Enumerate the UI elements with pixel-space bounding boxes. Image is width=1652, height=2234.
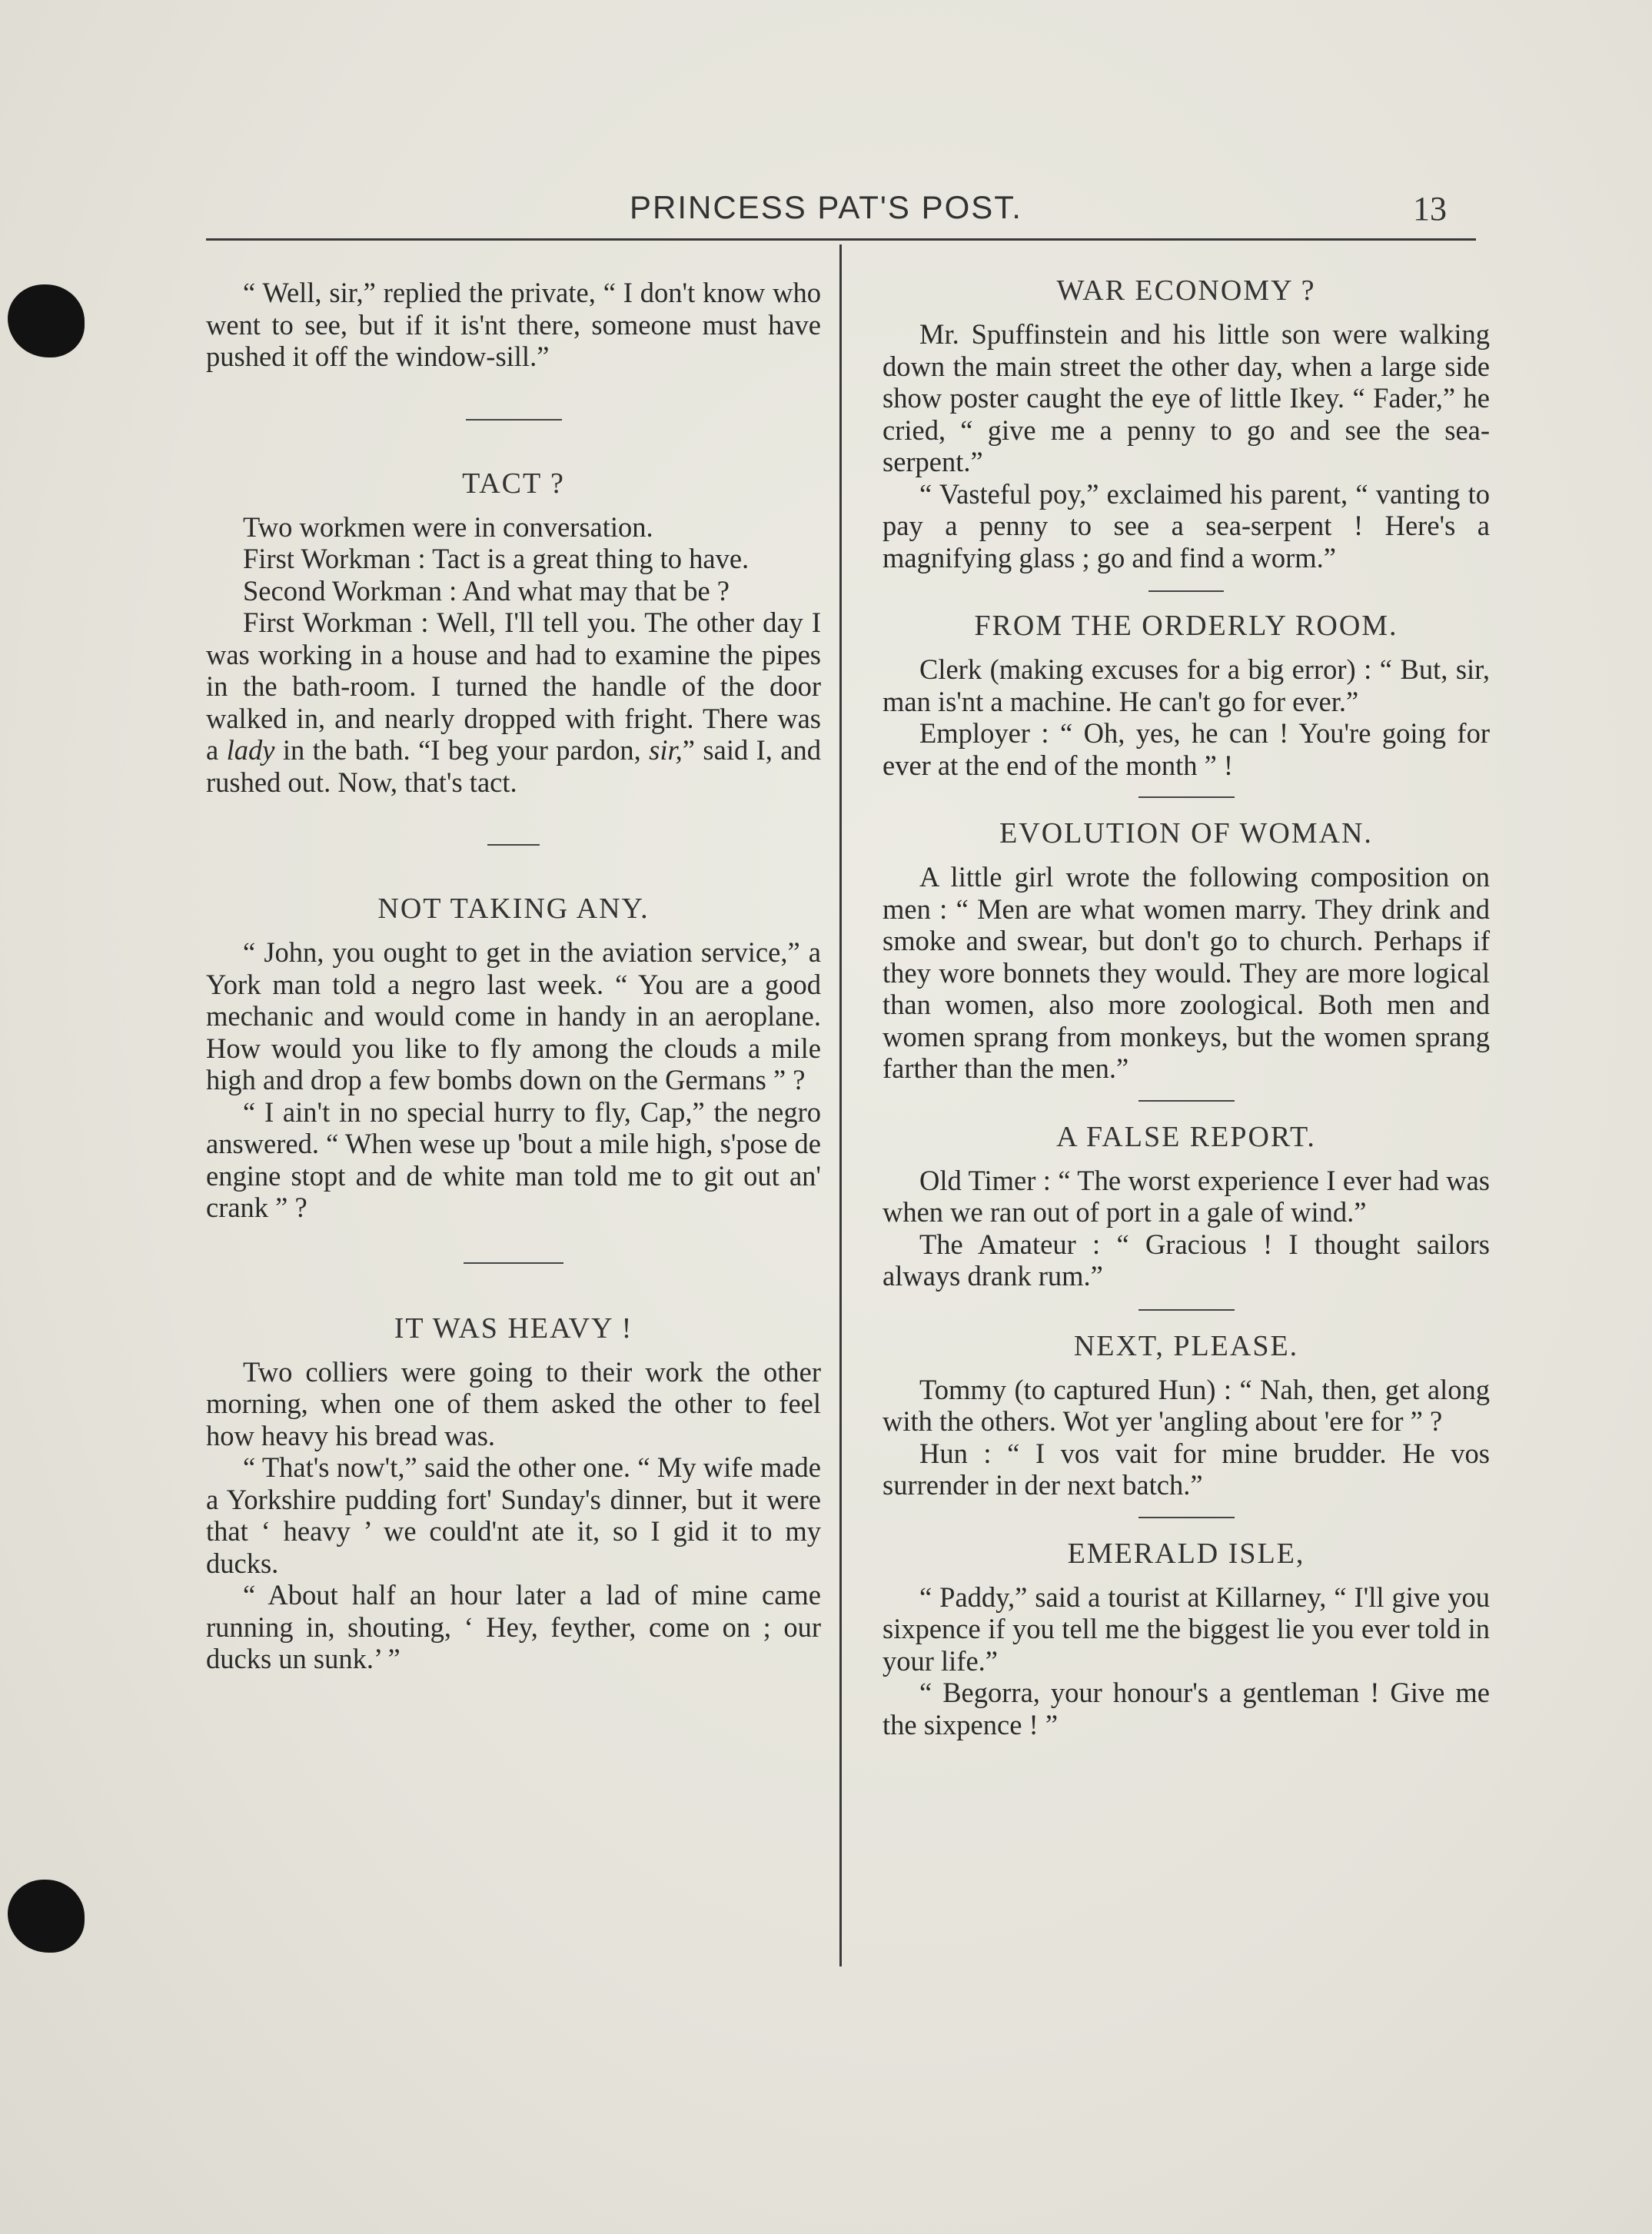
paragraph: “ About half an hour later a lad of mine came running in, shouting, ‘ Hey, feyther, come on ; our ducks un sunk.’ ”	[206, 1579, 821, 1674]
paragraph: “ John, you ought to get in the aviation service,” a York man told a negro last week. “ You are a good mechanic and would come in handy in an aeroplane. How would you like to fly among the clouds a mile high and drop a few bombs down on the Germans ” ?	[206, 936, 821, 1095]
text-run: ” said I, and rushed out. Now, that's tact.	[206, 734, 822, 798]
paragraph: “ Vasteful poy,” exclaimed his parent, “ vanting to pay a penny to see a sea-serpent ! Here's a magnifying glass ; go and find a worm.”	[883, 477, 1490, 573]
paragraph: Old Timer : “ The worst experience I ever had was when we ran out of port in a gale of wind.”	[883, 1164, 1490, 1228]
paragraph: “ Paddy,” said a tourist at Killarney, “ I'll give you sixpence if you tell me the biggest lie you ever told in your life.”	[883, 1581, 1490, 1677]
text-run: in the bath. “I beg your pardon,	[274, 734, 650, 766]
section-divider	[464, 1262, 563, 1264]
paragraph: Two colliers were going to their work the other morning, when one of them asked the other to feel how heavy his bread was.	[206, 1355, 821, 1451]
page-number: 13	[1413, 190, 1447, 228]
text-run: First Workman : Well, I'll tell you. The other day I was working in a house and had to examine the pipes in the bath-room. I turned the handle of the door walked in, and nearly dropped with fright. There was a	[206, 607, 821, 766]
section-divider	[1138, 1100, 1235, 1102]
paragraph: Two workmen were in conversation.	[243, 510, 653, 543]
story-tact	[206, 467, 821, 799]
story-it-was-heavy	[206, 1311, 821, 1675]
story-false-report	[883, 1120, 1490, 1292]
section-divider	[1138, 1309, 1235, 1311]
paragraph: Clerk (making excuses for a big error) : “ But, sir, man is'nt a machine. He can't go for ever.”	[883, 653, 1490, 717]
story-title: IT WAS HEAVY !	[394, 1311, 633, 1345]
story-not-taking-any	[206, 892, 821, 1224]
section-divider	[487, 844, 540, 846]
story-title: NOT TAKING ANY.	[377, 893, 650, 925]
story-orderly-room	[883, 609, 1490, 781]
story-next-please	[883, 1329, 1490, 1501]
section-divider	[1138, 796, 1235, 798]
story-title: EVOLUTION OF WOMAN.	[999, 817, 1373, 849]
paragraph: A little girl wrote the following composition on men : “ Men are what women marry. They drink and smoke and swear, but don't go to church. Perhaps if they wore bonnets they would. They are more logical than women, also more zoological. Both men and women sprang from monkeys, but the women sprang farther than the men.”	[883, 861, 1490, 1084]
paragraph: Tommy (to captured Hun) : “ Nah, then, get along with the others. Wot yer 'angling about 'ere for ” ?	[883, 1373, 1490, 1437]
paragraph: Hun : “ I vos vait for mine brudder. He vos surrender in der next batch.”	[883, 1437, 1490, 1501]
paragraph: Employer : “ Oh, yes, he can ! You're going for ever at the end of the month ” !	[883, 717, 1490, 781]
story-title: WAR ECONOMY ?	[1056, 274, 1316, 307]
header-rule	[206, 238, 1476, 241]
story-emerald-isle	[883, 1537, 1490, 1741]
paragraph	[206, 607, 821, 798]
story-title: A FALSE REPORT.	[1056, 1120, 1316, 1153]
page-header-title: PRINCESS PAT'S POST.	[630, 189, 1022, 225]
story-title: TACT ?	[462, 467, 565, 500]
right-column	[883, 274, 1490, 1740]
italic-text: lady	[226, 734, 275, 766]
paragraph: “ I ain't in no special hurry to fly, Cap,” the negro answered. “ When wese up 'bout a mile high, s'pose de engine stopt and de white man told me to git out an' crank ” ?	[206, 1095, 821, 1223]
italic-text: sir,	[649, 734, 683, 766]
story-title: FROM THE ORDERLY ROOM.	[974, 610, 1398, 642]
paragraph: “ Well, sir,” replied the private, “ I don't know who went to see, but if it is'nt there, someone must have pushed it off the window-sill.”	[206, 277, 821, 372]
story-title: EMERALD ISLE,	[1067, 1537, 1305, 1570]
paragraph: Mr. Spuffinstein and his little son were walking down the main street the other day, when a large side show poster caught the eye of little Ikey. “ Fader,” he cried, “ give me a penny to go and see the sea-serpent.”	[883, 318, 1490, 477]
story-intro	[206, 277, 821, 373]
story-war-economy	[883, 274, 1490, 573]
paragraph: Second Workman : And what may that be ?	[243, 574, 730, 607]
story-evolution-of-woman	[883, 816, 1490, 1085]
column-divider	[839, 244, 842, 1966]
section-divider	[1148, 590, 1224, 592]
paragraph: First Workman : Tact is a great thing to have.	[243, 543, 750, 574]
left-column	[206, 277, 821, 1675]
binding-hole-top	[8, 284, 85, 357]
story-title: NEXT, PLEASE.	[1073, 1329, 1299, 1362]
paragraph: “ That's now't,” said the other one. “ My wife made a Yorkshire pudding fort' Sunday's dinner, but it were that ‘ heavy ’ we could'nt ate it, so I gid it to my ducks.	[206, 1451, 821, 1579]
paragraph: The Amateur : “ Gracious ! I thought sailors always drank rum.”	[883, 1228, 1490, 1292]
section-divider	[466, 419, 562, 421]
binding-hole-bottom	[8, 1880, 85, 1953]
section-divider	[1138, 1517, 1235, 1518]
paragraph: “ Begorra, your honour's a gentleman ! Give me the sixpence ! ”	[883, 1677, 1490, 1740]
